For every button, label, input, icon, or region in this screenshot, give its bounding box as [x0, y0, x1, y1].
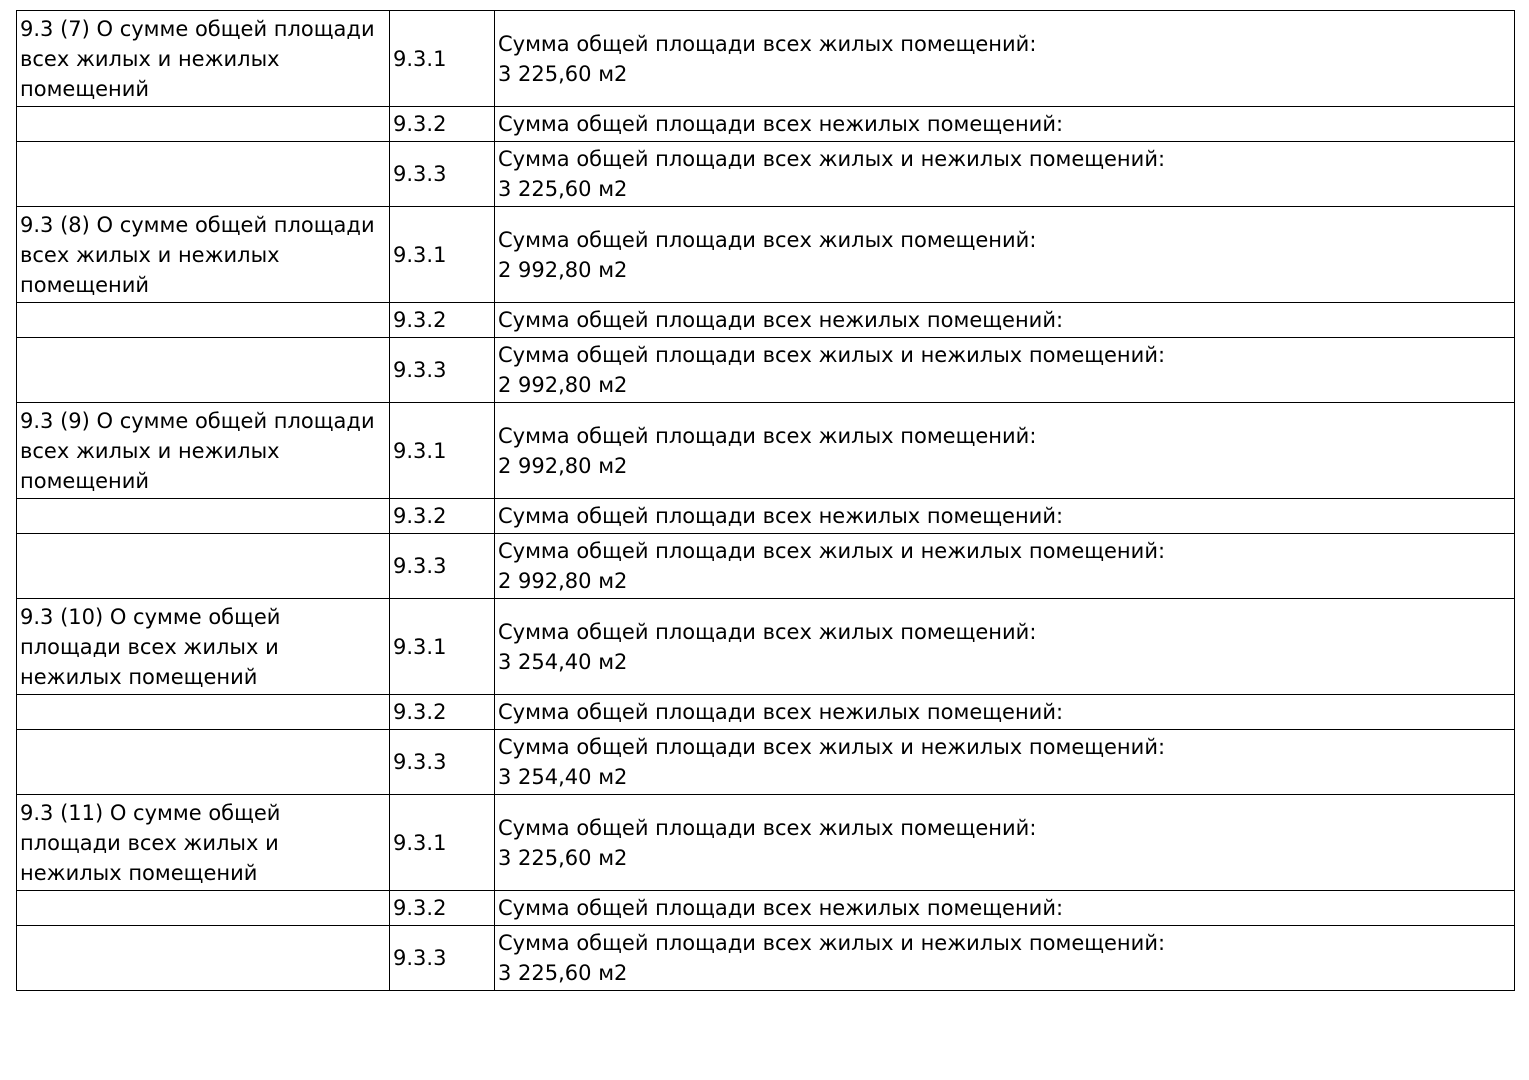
table-row — [17, 207, 1515, 303]
item-description-cell — [495, 891, 1515, 926]
item-code-cell: 9.3.2 — [390, 695, 495, 730]
section-empty-cell — [17, 695, 390, 730]
table-row — [17, 499, 1515, 534]
item-code-cell: 9.3.3 — [390, 338, 495, 403]
item-code-cell: 9.3.1 — [390, 207, 495, 303]
item-code-cell: 9.3.2 — [390, 891, 495, 926]
section-empty-cell — [17, 926, 390, 991]
table-row — [17, 403, 1515, 499]
item-label: Сумма общей площади всех нежилых помещений: — [498, 896, 1064, 920]
item-area-value: 2 992,80 м2 — [498, 257, 628, 282]
item-label: Сумма общей площади всех жилых помещений: — [498, 423, 1037, 448]
area-sums-table — [16, 10, 1515, 991]
item-description-cell — [495, 499, 1515, 534]
table-row — [17, 730, 1515, 795]
item-label: Сумма общей площади всех нежилых помещений: — [498, 308, 1064, 332]
table-row — [17, 534, 1515, 599]
item-description-cell — [495, 338, 1515, 403]
table-row — [17, 926, 1515, 991]
item-area-value: 3 225,60 м2 — [498, 61, 628, 86]
item-code-cell: 9.3.2 — [390, 107, 495, 142]
item-description-cell — [495, 926, 1515, 991]
section-empty-cell — [17, 891, 390, 926]
item-area-value: 2 992,80 м2 — [498, 373, 628, 397]
item-label: Сумма общей площади всех жилых и нежилых помещений: — [498, 539, 1166, 563]
item-area-value: 3 254,40 м2 — [498, 765, 628, 789]
item-code-cell: 9.3.3 — [390, 730, 495, 795]
table-row — [17, 795, 1515, 891]
table-row — [17, 891, 1515, 926]
item-area-value: 3 225,60 м2 — [498, 961, 628, 985]
section-empty-cell — [17, 499, 390, 534]
item-area-value: 3 225,60 м2 — [498, 845, 628, 870]
item-label: Сумма общей площади всех жилых помещений: — [498, 619, 1037, 644]
item-label: Сумма общей площади всех жилых помещений: — [498, 31, 1037, 56]
section-empty-cell — [17, 107, 390, 142]
item-area-value: 3 254,40 м2 — [498, 649, 628, 674]
table-row — [17, 142, 1515, 207]
item-description-cell — [495, 303, 1515, 338]
section-empty-cell — [17, 338, 390, 403]
item-description-cell — [495, 795, 1515, 891]
section-title-cell: 9.3 (9) О сумме общей площади всех жилых и нежилых помещений — [17, 403, 390, 499]
item-code-cell: 9.3.1 — [390, 403, 495, 499]
table-row — [17, 695, 1515, 730]
table-row — [17, 107, 1515, 142]
item-label: Сумма общей площади всех жилых и нежилых помещений: — [498, 147, 1166, 171]
section-empty-cell — [17, 303, 390, 338]
table-body — [17, 11, 1515, 991]
item-description-cell — [495, 207, 1515, 303]
item-description-cell — [495, 403, 1515, 499]
item-code-cell: 9.3.2 — [390, 499, 495, 534]
item-description-cell — [495, 730, 1515, 795]
item-code-cell: 9.3.3 — [390, 142, 495, 207]
item-description-cell — [495, 599, 1515, 695]
table-row — [17, 303, 1515, 338]
item-code-cell: 9.3.3 — [390, 534, 495, 599]
section-title-cell: 9.3 (8) О сумме общей площади всех жилых и нежилых помещений — [17, 207, 390, 303]
table-row — [17, 599, 1515, 695]
item-code-cell: 9.3.1 — [390, 795, 495, 891]
item-description-cell — [495, 534, 1515, 599]
section-title-cell: 9.3 (11) О сумме общей площади всех жилых и нежилых помещений — [17, 795, 390, 891]
table-row — [17, 338, 1515, 403]
item-description-cell — [495, 695, 1515, 730]
item-description-cell — [495, 107, 1515, 142]
item-label: Сумма общей площади всех жилых помещений: — [498, 227, 1037, 252]
item-label: Сумма общей площади всех жилых и нежилых помещений: — [498, 343, 1166, 367]
section-title-cell: 9.3 (10) О сумме общей площади всех жилых и нежилых помещений — [17, 599, 390, 695]
section-empty-cell — [17, 142, 390, 207]
table-row — [17, 11, 1515, 107]
section-title-cell: 9.3 (7) О сумме общей площади всех жилых и нежилых помещений — [17, 11, 390, 107]
item-label: Сумма общей площади всех жилых и нежилых помещений: — [498, 735, 1166, 759]
item-label: Сумма общей площади всех нежилых помещений: — [498, 700, 1064, 724]
item-area-value: 3 225,60 м2 — [498, 177, 628, 201]
item-code-cell: 9.3.1 — [390, 11, 495, 107]
item-area-value: 2 992,80 м2 — [498, 453, 628, 478]
item-label: Сумма общей площади всех жилых и нежилых помещений: — [498, 931, 1166, 955]
item-code-cell: 9.3.2 — [390, 303, 495, 338]
section-empty-cell — [17, 534, 390, 599]
item-code-cell: 9.3.3 — [390, 926, 495, 991]
item-label: Сумма общей площади всех жилых помещений: — [498, 815, 1037, 840]
item-label: Сумма общей площади всех нежилых помещений: — [498, 112, 1064, 136]
item-area-value: 2 992,80 м2 — [498, 569, 628, 593]
item-label: Сумма общей площади всех нежилых помещений: — [498, 504, 1064, 528]
item-description-cell — [495, 11, 1515, 107]
section-empty-cell — [17, 730, 390, 795]
item-code-cell: 9.3.1 — [390, 599, 495, 695]
item-description-cell — [495, 142, 1515, 207]
